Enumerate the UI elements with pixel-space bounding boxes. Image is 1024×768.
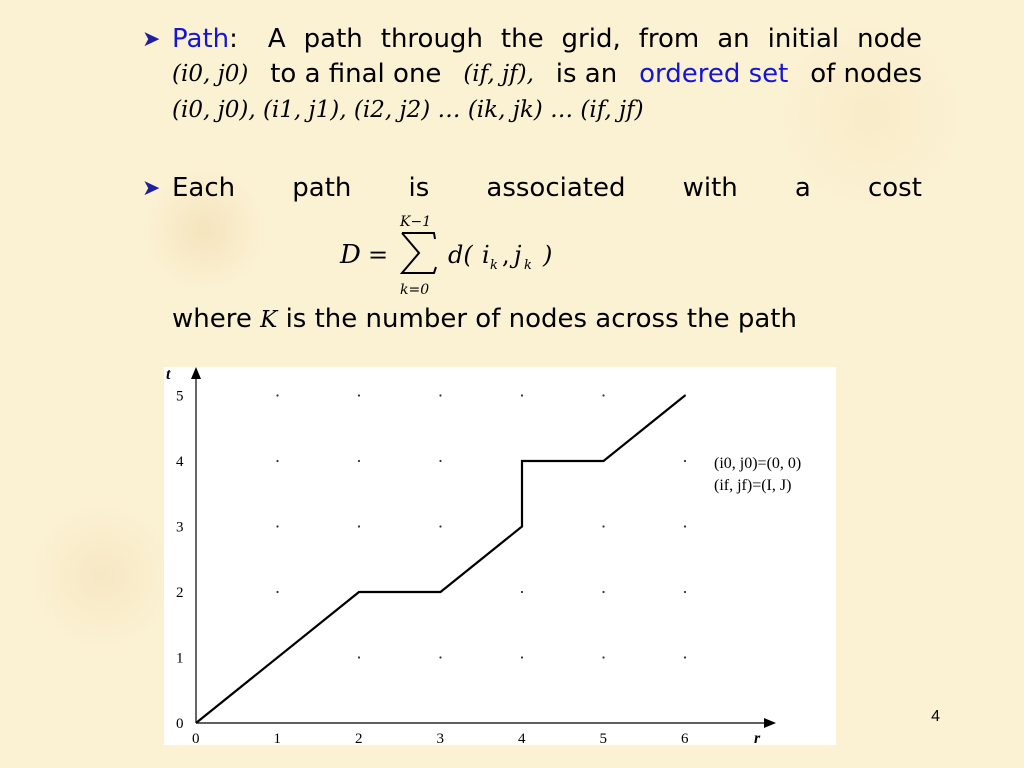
bullet-line-2	[172, 57, 922, 92]
chart-svg	[164, 367, 836, 745]
grid-dot	[602, 656, 604, 658]
formula-term-i: i	[482, 241, 490, 269]
page-number: 4	[931, 708, 940, 725]
x-axis-label: r	[754, 730, 761, 745]
annotation-start: (i0, j0)=(0, 0)	[714, 455, 802, 472]
grid-dot	[358, 460, 360, 462]
summation-icon	[402, 233, 436, 273]
y-tick-label: 2	[176, 585, 184, 601]
where-line	[172, 302, 797, 338]
path-line-1-text: A path through the grid, from an initial node	[267, 24, 922, 54]
grid-dot	[684, 591, 686, 593]
cost-word: with	[682, 173, 738, 203]
annotation-end: (if, jf)=(I, J)	[714, 477, 792, 494]
grid-path-chart	[164, 367, 836, 745]
formula-term-d: d(	[448, 241, 473, 269]
x-axis-arrow-icon	[764, 718, 776, 728]
x-tick-label: 3	[436, 731, 444, 745]
to-final-text: to a final one	[270, 59, 442, 89]
y-tick-label: 1	[176, 650, 184, 667]
bullet-line-1	[172, 22, 922, 57]
grid-dot	[439, 656, 441, 658]
grid-dot	[276, 591, 278, 593]
path-term: Path	[172, 24, 230, 54]
grid-dot	[276, 525, 278, 527]
grid-dot	[358, 394, 360, 396]
is-an-text: is an	[555, 59, 618, 89]
where-prefix: where	[172, 304, 252, 334]
x-tick-label: 6	[681, 731, 689, 745]
final-node: (if, jf),	[463, 61, 534, 87]
x-tick-label: 0	[192, 731, 200, 745]
grid-dots	[276, 394, 686, 658]
y-tick-label: 5	[176, 388, 184, 405]
grid-dot	[358, 525, 360, 527]
grid-dot	[439, 525, 441, 527]
formula-upper-limit: K−1	[400, 214, 432, 230]
formula-term-sub-k1: k	[490, 258, 498, 273]
y-axis-arrow-icon	[191, 367, 201, 379]
y-tick-label: 0	[176, 716, 184, 732]
node-sequence: (i0, j0), (i1, j1), (i2, j2) … (ik, jk) … (if, jf)	[172, 97, 644, 123]
grid-dot	[439, 394, 441, 396]
grid-dot	[276, 460, 278, 462]
x-tick-labels	[192, 731, 689, 745]
grid-dot	[439, 460, 441, 462]
cost-formula	[340, 205, 580, 305]
of-nodes-text: of nodes	[810, 59, 922, 89]
grid-dot	[602, 525, 604, 527]
cost-word: path	[292, 173, 352, 203]
formula-lhs: D	[340, 240, 361, 270]
formula-term-sub-k2: k	[524, 258, 532, 273]
grid-dot	[684, 525, 686, 527]
series-line	[196, 396, 685, 724]
path-colon: :	[229, 24, 238, 54]
y-tick-labels	[176, 389, 184, 733]
cost-word: Each	[172, 173, 236, 203]
formula-svg	[340, 205, 580, 305]
formula-lower-limit: k=0	[400, 282, 430, 298]
bullet-body	[172, 171, 922, 206]
cost-word: associated	[486, 173, 626, 203]
grid-dot	[358, 656, 360, 658]
grid-dot	[684, 656, 686, 658]
x-tick-label: 5	[599, 731, 607, 745]
grid-dot	[521, 656, 523, 658]
cost-word: is	[408, 173, 430, 203]
grid-dot	[521, 394, 523, 396]
x-tick-label: 2	[355, 731, 363, 745]
grid-dot	[602, 591, 604, 593]
bullet-arrow-icon: ➤	[142, 27, 161, 52]
initial-node: (i0, j0)	[172, 61, 249, 87]
where-suffix: is the number of nodes across the path	[285, 304, 797, 334]
grid-dot	[276, 394, 278, 396]
y-axis-label: t	[166, 367, 171, 383]
bullet-line-3	[172, 92, 922, 127]
grid-dot	[602, 394, 604, 396]
cost-line	[172, 171, 922, 206]
bullet-body	[172, 22, 922, 127]
formula-term-comma: ,	[502, 241, 510, 269]
grid-dot	[684, 460, 686, 462]
grid-dot	[521, 591, 523, 593]
x-tick-label: 4	[518, 731, 526, 745]
ordered-set-term: ordered set	[639, 59, 789, 89]
y-tick-label: 3	[176, 519, 184, 536]
bullet-arrow-icon: ➤	[142, 176, 161, 201]
formula-term-close: )	[543, 241, 553, 269]
formula-equals: =	[368, 241, 389, 269]
x-tick-label: 1	[273, 731, 281, 745]
cost-word: a	[794, 173, 811, 203]
where-symbol: K	[260, 307, 278, 333]
formula-term-j: j	[514, 241, 522, 269]
cost-word: cost	[867, 173, 922, 203]
y-tick-label: 4	[176, 454, 184, 470]
